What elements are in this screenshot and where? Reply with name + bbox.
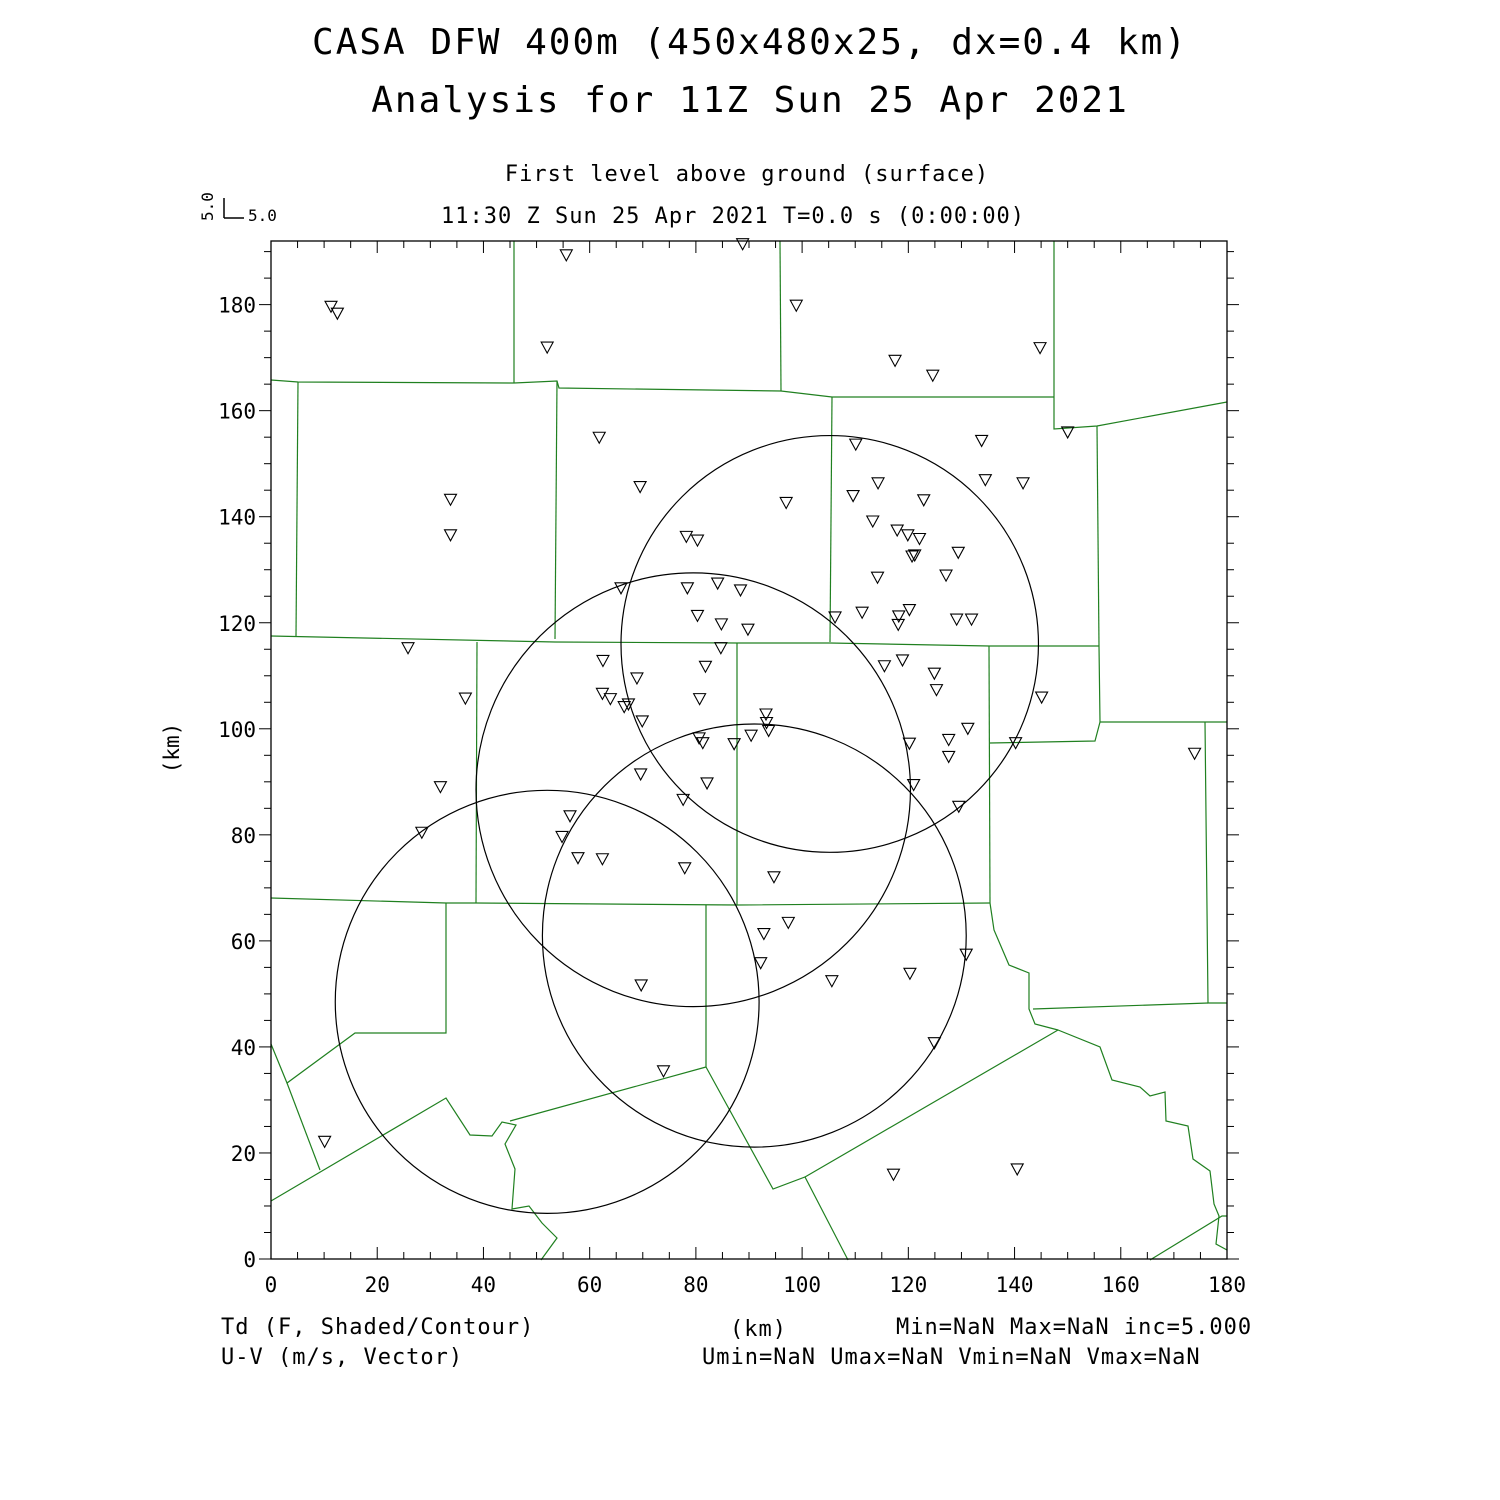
station-marker (979, 475, 991, 486)
station-marker (930, 685, 942, 696)
station-marker (913, 534, 925, 545)
vector-field-label: U-V (m/s, Vector) (221, 1345, 464, 1370)
shaded-field-label: Td (F, Shaded/Contour) (221, 1315, 535, 1340)
y-tick-label: 100 (218, 717, 256, 742)
station-marker (572, 853, 584, 864)
station-marker (1189, 748, 1201, 759)
station-marker (331, 308, 343, 319)
station-marker (768, 872, 780, 883)
x-tick-label: 140 (995, 1273, 1034, 1297)
x-axis-label: (km) (730, 1317, 787, 1342)
station-marker (904, 968, 916, 979)
plot-border (271, 241, 1227, 1259)
station-marker (927, 370, 939, 381)
station-marker (1011, 1164, 1023, 1175)
station-marker (867, 516, 879, 527)
y-tick-label: 180 (218, 293, 256, 318)
radar-ring-4 (335, 790, 759, 1213)
station-marker (596, 854, 608, 865)
station-marker (597, 655, 609, 666)
station-marker (699, 661, 711, 672)
station-marker (790, 300, 802, 311)
y-tick-label: 20 (230, 1141, 256, 1166)
county-boundaries (271, 241, 1227, 1260)
valid-time-label: 11:30 Z Sun 25 Apr 2021 T=0.0 s (0:00:00) (441, 204, 1026, 229)
station-marker (680, 531, 692, 542)
station-marker (445, 494, 457, 505)
station-marker (962, 723, 974, 734)
y-tick-label: 0 (243, 1248, 256, 1272)
station-marker (325, 301, 337, 312)
y-tick-label: 160 (218, 399, 256, 424)
station-marker (952, 547, 964, 558)
vector-stats: Umin=NaN Umax=NaN Vmin=NaN Vmax=NaN (702, 1345, 1201, 1370)
station-marker (402, 643, 414, 654)
station-marker (758, 929, 770, 940)
station-marker (701, 778, 713, 789)
y-tick-label: 80 (230, 823, 256, 848)
station-marker (657, 1066, 669, 1077)
station-marker (891, 525, 903, 536)
x-tick-label: 100 (783, 1273, 822, 1297)
y-tick-label: 60 (230, 929, 256, 954)
station-marker (1017, 478, 1029, 489)
station-marker (319, 1136, 331, 1147)
surface-stations (319, 239, 1201, 1181)
station-marker (715, 619, 727, 630)
station-marker (872, 572, 884, 583)
x-tick-label: 60 (577, 1273, 603, 1297)
station-marker (908, 780, 920, 791)
station-marker (826, 976, 838, 987)
station-marker (459, 693, 471, 704)
radar-ring-2 (476, 573, 910, 1007)
station-marker (541, 342, 553, 353)
station-marker (782, 917, 794, 928)
station-marker (903, 605, 915, 616)
x-tick-label: 80 (683, 1273, 709, 1297)
station-marker (850, 439, 862, 450)
x-tick-label: 0 (264, 1273, 278, 1297)
station-marker (918, 495, 930, 506)
station-marker (889, 355, 901, 366)
level-label: First level above ground (surface) (504, 162, 990, 187)
station-marker (1034, 343, 1046, 354)
analysis-time-title: Analysis for 11Z Sun 25 Apr 2021 (371, 80, 1129, 121)
x-tick-label: 40 (470, 1273, 497, 1297)
y-tick-label: 40 (230, 1035, 256, 1060)
y-tick-label: 140 (218, 505, 256, 530)
station-marker (887, 1169, 899, 1180)
station-marker (691, 610, 703, 621)
station-marker (634, 482, 646, 493)
station-marker (760, 709, 772, 720)
station-marker (604, 694, 616, 705)
radar-ring-3 (542, 724, 966, 1147)
station-marker (445, 530, 457, 541)
vector-scale-u-label: 5.0 (248, 206, 277, 225)
station-marker (856, 607, 868, 618)
station-marker (679, 863, 691, 874)
station-marker (780, 497, 792, 508)
station-marker (902, 530, 914, 541)
station-marker (872, 478, 884, 489)
station-marker (1036, 692, 1048, 703)
x-tick-label: 120 (889, 1273, 928, 1297)
station-marker (943, 734, 955, 745)
station-marker (712, 578, 724, 589)
station-marker (694, 694, 706, 705)
station-marker (434, 782, 446, 793)
station-marker (940, 570, 952, 581)
station-marker (893, 611, 905, 622)
vector-scale-v-label: 5.0 (198, 192, 217, 221)
plot-frame (218, 241, 1246, 1297)
station-marker (745, 730, 757, 741)
vector-scale-reference (198, 192, 277, 225)
station-marker (715, 643, 727, 654)
station-marker (878, 661, 890, 672)
radar-ring-1 (621, 436, 1038, 853)
station-marker (631, 673, 643, 684)
station-marker (847, 491, 859, 502)
station-marker (681, 583, 693, 594)
station-marker (896, 655, 908, 666)
station-marker (728, 739, 740, 750)
station-marker (560, 250, 572, 261)
station-marker (615, 583, 627, 594)
y-tick-label: 120 (218, 611, 256, 636)
station-marker (943, 751, 955, 762)
station-marker (976, 435, 988, 446)
station-marker (763, 725, 775, 736)
station-marker (593, 432, 605, 443)
map-title: CASA DFW 400m (450x480x25, dx=0.4 km) (312, 22, 1188, 63)
station-marker (564, 811, 576, 822)
x-tick-label: 160 (1101, 1273, 1140, 1297)
station-marker (635, 980, 647, 991)
station-marker (735, 585, 747, 596)
station-marker (742, 624, 754, 635)
station-marker (691, 535, 703, 546)
station-marker (951, 614, 963, 625)
station-marker (635, 769, 647, 780)
station-marker (966, 614, 978, 625)
y-axis-label: (km) (160, 722, 184, 774)
radar-range-rings (335, 436, 1038, 1214)
field-stats: Min=NaN Max=NaN inc=5.000 (896, 1315, 1253, 1340)
x-tick-label: 20 (364, 1273, 390, 1297)
station-marker (928, 668, 940, 679)
x-tick-label: 180 (1208, 1273, 1246, 1297)
